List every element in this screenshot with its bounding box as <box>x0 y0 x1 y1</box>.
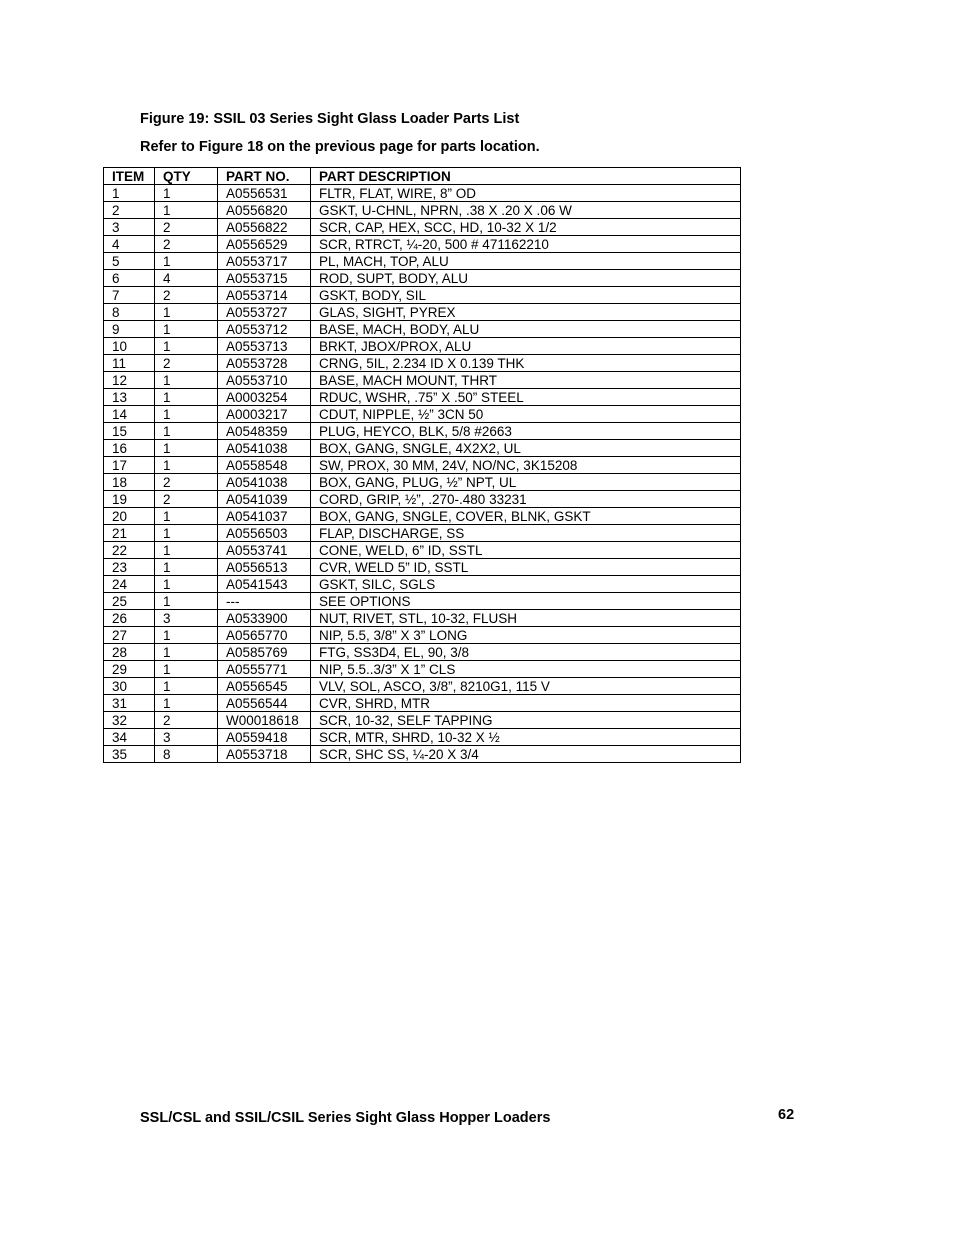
parts-list-table <box>103 167 741 763</box>
cell-item: 35 <box>104 746 155 763</box>
cell-qty: 1 <box>155 695 218 712</box>
table-row <box>104 338 741 355</box>
table-row <box>104 695 741 712</box>
cell-qty: 2 <box>155 491 218 508</box>
cell-part-no: A0556545 <box>218 678 311 695</box>
cell-item: 28 <box>104 644 155 661</box>
table-row <box>104 440 741 457</box>
cell-part-description: SCR, CAP, HEX, SCC, HD, 10-32 X 1/2 <box>311 219 741 236</box>
cell-item: 16 <box>104 440 155 457</box>
cell-part-no: A0553714 <box>218 287 311 304</box>
cell-part-description: SW, PROX, 30 MM, 24V, NO/NC, 3K15208 <box>311 457 741 474</box>
footer-document-title: SSL/CSL and SSIL/CSIL Series Sight Glass Hopper Loaders <box>140 1110 551 1126</box>
header-item: ITEM <box>104 168 155 185</box>
table-row <box>104 627 741 644</box>
cell-part-description: ROD, SUPT, BODY, ALU <box>311 270 741 287</box>
cell-item: 1 <box>104 185 155 202</box>
table-row <box>104 644 741 661</box>
cell-part-no: A0553727 <box>218 304 311 321</box>
table-row <box>104 219 741 236</box>
cell-part-description: PLUG, HEYCO, BLK, 5/8 #2663 <box>311 423 741 440</box>
header-part-description: PART DESCRIPTION <box>311 168 741 185</box>
cell-part-no: A0556822 <box>218 219 311 236</box>
table-row <box>104 372 741 389</box>
cell-qty: 2 <box>155 712 218 729</box>
figure-note: Refer to Figure 18 on the previous page for parts location. <box>140 139 540 155</box>
cell-qty: 4 <box>155 270 218 287</box>
cell-item: 11 <box>104 355 155 372</box>
cell-part-no: A0541038 <box>218 474 311 491</box>
cell-item: 22 <box>104 542 155 559</box>
cell-qty: 1 <box>155 644 218 661</box>
table-row <box>104 253 741 270</box>
cell-qty: 1 <box>155 389 218 406</box>
cell-part-no: A0556531 <box>218 185 311 202</box>
cell-part-description: VLV, SOL, ASCO, 3/8”, 8210G1, 115 V <box>311 678 741 695</box>
cell-qty: 1 <box>155 406 218 423</box>
cell-qty: 1 <box>155 253 218 270</box>
cell-part-description: BASE, MACH, BODY, ALU <box>311 321 741 338</box>
table-row <box>104 593 741 610</box>
table-row <box>104 406 741 423</box>
cell-qty: 1 <box>155 185 218 202</box>
cell-part-description: NUT, RIVET, STL, 10-32, FLUSH <box>311 610 741 627</box>
cell-part-no: A0541037 <box>218 508 311 525</box>
cell-item: 15 <box>104 423 155 440</box>
cell-qty: 1 <box>155 542 218 559</box>
cell-qty: 1 <box>155 661 218 678</box>
cell-qty: 1 <box>155 338 218 355</box>
cell-part-description: CRNG, 5IL, 2.234 ID X 0.139 THK <box>311 355 741 372</box>
cell-part-description: NIP, 5.5..3/3” X 1” CLS <box>311 661 741 678</box>
cell-qty: 1 <box>155 627 218 644</box>
cell-qty: 2 <box>155 355 218 372</box>
cell-part-no: A0553715 <box>218 270 311 287</box>
cell-part-no: A0548359 <box>218 423 311 440</box>
cell-qty: 1 <box>155 457 218 474</box>
table-row <box>104 457 741 474</box>
cell-part-no: A0585769 <box>218 644 311 661</box>
cell-part-description: BOX, GANG, PLUG, ½” NPT, UL <box>311 474 741 491</box>
cell-part-description: GSKT, SILC, SGLS <box>311 576 741 593</box>
cell-qty: 1 <box>155 559 218 576</box>
table-row <box>104 576 741 593</box>
table-row <box>104 491 741 508</box>
cell-part-description: NIP, 5.5, 3/8” X 3” LONG <box>311 627 741 644</box>
cell-item: 19 <box>104 491 155 508</box>
header-row <box>104 168 741 185</box>
cell-qty: 1 <box>155 525 218 542</box>
cell-part-no: A0556503 <box>218 525 311 542</box>
cell-item: 13 <box>104 389 155 406</box>
cell-part-no: A0541038 <box>218 440 311 457</box>
table-row <box>104 559 741 576</box>
cell-part-no: A0556820 <box>218 202 311 219</box>
cell-part-description: SCR, RTRCT, ¼-20, 500 # 471162210 <box>311 236 741 253</box>
table-row <box>104 508 741 525</box>
header-part-no: PART NO. <box>218 168 311 185</box>
cell-part-no: A0541039 <box>218 491 311 508</box>
cell-part-description: FTG, SS3D4, EL, 90, 3/8 <box>311 644 741 661</box>
table-row <box>104 661 741 678</box>
cell-part-no: W00018618 <box>218 712 311 729</box>
cell-part-description: CORD, GRIP, ½”, .270-.480 33231 <box>311 491 741 508</box>
cell-part-no: A0556544 <box>218 695 311 712</box>
cell-item: 30 <box>104 678 155 695</box>
cell-item: 18 <box>104 474 155 491</box>
cell-part-no: A0555771 <box>218 661 311 678</box>
cell-part-no: A0553713 <box>218 338 311 355</box>
cell-part-no: A0559418 <box>218 729 311 746</box>
table-row <box>104 287 741 304</box>
cell-part-description: GSKT, U-CHNL, NPRN, .38 X .20 X .06 W <box>311 202 741 219</box>
cell-part-no: A0553728 <box>218 355 311 372</box>
cell-item: 34 <box>104 729 155 746</box>
table-row <box>104 389 741 406</box>
table-row <box>104 185 741 202</box>
cell-item: 3 <box>104 219 155 236</box>
cell-part-description: SEE OPTIONS <box>311 593 741 610</box>
table-row <box>104 712 741 729</box>
table-row <box>104 423 741 440</box>
table-row <box>104 610 741 627</box>
cell-part-no: A0556513 <box>218 559 311 576</box>
cell-part-no: A0558548 <box>218 457 311 474</box>
cell-part-no: A0003217 <box>218 406 311 423</box>
cell-item: 31 <box>104 695 155 712</box>
cell-item: 4 <box>104 236 155 253</box>
cell-item: 32 <box>104 712 155 729</box>
cell-qty: 1 <box>155 508 218 525</box>
cell-part-description: BRKT, JBOX/PROX, ALU <box>311 338 741 355</box>
cell-item: 7 <box>104 287 155 304</box>
cell-qty: 3 <box>155 729 218 746</box>
cell-qty: 1 <box>155 440 218 457</box>
cell-part-description: RDUC, WSHR, .75” X .50” STEEL <box>311 389 741 406</box>
cell-item: 6 <box>104 270 155 287</box>
table-row <box>104 304 741 321</box>
cell-item: 14 <box>104 406 155 423</box>
cell-part-no: A0565770 <box>218 627 311 644</box>
cell-qty: 1 <box>155 304 218 321</box>
cell-qty: 2 <box>155 287 218 304</box>
table-row <box>104 729 741 746</box>
cell-part-description: CVR, SHRD, MTR <box>311 695 741 712</box>
cell-part-no: A0003254 <box>218 389 311 406</box>
cell-qty: 1 <box>155 321 218 338</box>
cell-part-no: A0533900 <box>218 610 311 627</box>
cell-part-description: FLTR, FLAT, WIRE, 8” OD <box>311 185 741 202</box>
cell-item: 8 <box>104 304 155 321</box>
cell-qty: 3 <box>155 610 218 627</box>
cell-part-no: A0553710 <box>218 372 311 389</box>
cell-item: 2 <box>104 202 155 219</box>
cell-item: 27 <box>104 627 155 644</box>
cell-part-description: PL, MACH, TOP, ALU <box>311 253 741 270</box>
cell-item: 21 <box>104 525 155 542</box>
cell-part-description: BASE, MACH MOUNT, THRT <box>311 372 741 389</box>
cell-part-no: A0553741 <box>218 542 311 559</box>
cell-qty: 8 <box>155 746 218 763</box>
cell-qty: 2 <box>155 236 218 253</box>
cell-qty: 2 <box>155 219 218 236</box>
cell-item: 23 <box>104 559 155 576</box>
parts-table-header <box>104 168 741 185</box>
cell-part-description: CONE, WELD, 6” ID, SSTL <box>311 542 741 559</box>
cell-part-no: A0556529 <box>218 236 311 253</box>
cell-item: 5 <box>104 253 155 270</box>
cell-part-no: A0541543 <box>218 576 311 593</box>
cell-part-description: SCR, 10-32, SELF TAPPING <box>311 712 741 729</box>
cell-part-description: SCR, SHC SS, ¼-20 X 3/4 <box>311 746 741 763</box>
cell-part-description: CDUT, NIPPLE, ½” 3CN 50 <box>311 406 741 423</box>
cell-qty: 1 <box>155 593 218 610</box>
cell-qty: 1 <box>155 576 218 593</box>
header-qty: QTY <box>155 168 218 185</box>
cell-item: 26 <box>104 610 155 627</box>
cell-part-description: BOX, GANG, SNGLE, 4X2X2, UL <box>311 440 741 457</box>
cell-item: 17 <box>104 457 155 474</box>
cell-part-description: CVR, WELD 5” ID, SSTL <box>311 559 741 576</box>
cell-qty: 1 <box>155 423 218 440</box>
cell-part-description: BOX, GANG, SNGLE, COVER, BLNK, GSKT <box>311 508 741 525</box>
cell-part-no: --- <box>218 593 311 610</box>
table-row <box>104 542 741 559</box>
table-row <box>104 270 741 287</box>
cell-qty: 2 <box>155 474 218 491</box>
cell-part-description: GSKT, BODY, SIL <box>311 287 741 304</box>
table-row <box>104 678 741 695</box>
cell-qty: 1 <box>155 202 218 219</box>
cell-item: 25 <box>104 593 155 610</box>
table-row <box>104 202 741 219</box>
cell-qty: 1 <box>155 678 218 695</box>
table-row <box>104 236 741 253</box>
cell-part-description: SCR, MTR, SHRD, 10-32 X ½ <box>311 729 741 746</box>
table-row <box>104 355 741 372</box>
table-row <box>104 525 741 542</box>
cell-part-no: A0553712 <box>218 321 311 338</box>
figure-title: Figure 19: SSIL 03 Series Sight Glass Loader Parts List <box>140 111 520 127</box>
cell-item: 9 <box>104 321 155 338</box>
table-row <box>104 474 741 491</box>
parts-table-body <box>104 185 741 763</box>
cell-part-description: GLAS, SIGHT, PYREX <box>311 304 741 321</box>
cell-item: 10 <box>104 338 155 355</box>
cell-part-no: A0553718 <box>218 746 311 763</box>
cell-item: 12 <box>104 372 155 389</box>
cell-item: 29 <box>104 661 155 678</box>
cell-part-description: FLAP, DISCHARGE, SS <box>311 525 741 542</box>
page-number: 62 <box>778 1107 795 1123</box>
cell-item: 24 <box>104 576 155 593</box>
cell-qty: 1 <box>155 372 218 389</box>
table-row <box>104 746 741 763</box>
table-row <box>104 321 741 338</box>
cell-item: 20 <box>104 508 155 525</box>
cell-part-no: A0553717 <box>218 253 311 270</box>
